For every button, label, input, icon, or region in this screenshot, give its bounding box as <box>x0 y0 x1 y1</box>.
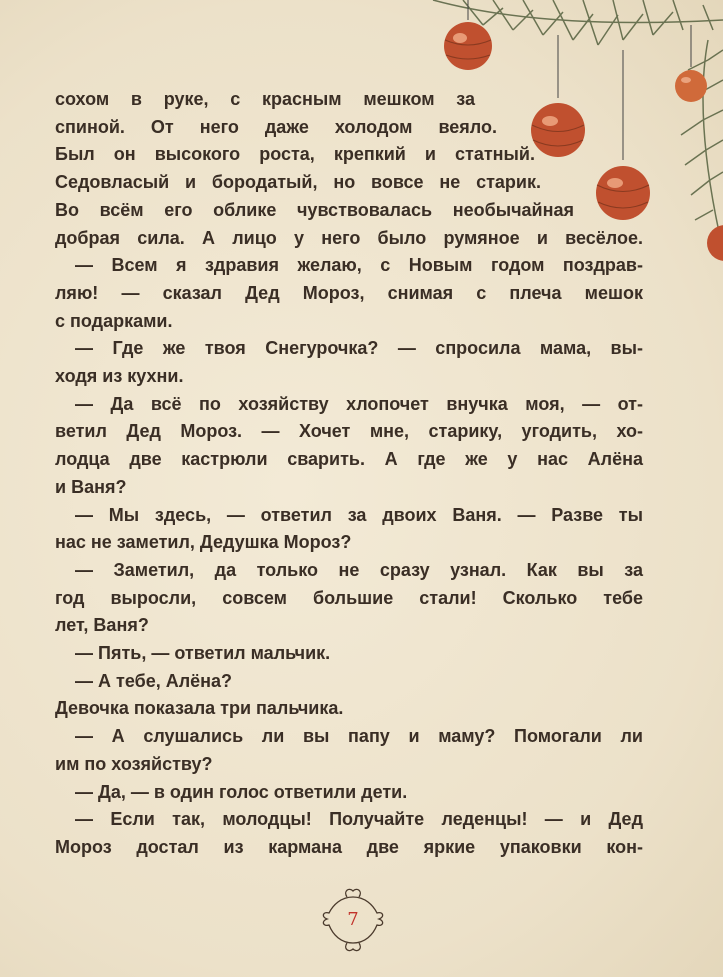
text-line: — Пять, — ответил мальчик. <box>75 643 331 664</box>
text-line: лет, Ваня? <box>55 615 149 636</box>
text-line: им по хозяйству? <box>55 753 213 774</box>
text-line: Девочка показала три пальчика. <box>55 698 344 719</box>
text-line: ходя из кухни. <box>55 366 184 387</box>
text-line: лодца две кастрюли сварить. А где же у нас Алёна <box>55 449 643 470</box>
text-line: сохом в руке, с красным мешком за <box>55 89 475 109</box>
text-line: — Да, — в один голос ответили дети. <box>75 781 408 802</box>
text-line: добрая сила. А лицо у него было румяное и весёлое. <box>55 227 643 248</box>
ornament-ball-icon <box>707 225 723 261</box>
text-line: — Заметил, да только не сразу узнал. Как вы за <box>75 559 643 580</box>
text-line: — Всем я здравия желаю, с Новым годом поздрав- <box>75 255 643 276</box>
text-line: — Где же твоя Снегурочка? — спросила мама, вы- <box>75 338 643 359</box>
text-line: Во всём его облике чувствовалась необычайная <box>55 199 574 220</box>
text-line: Был он высокого роста, крепкий и статный. <box>55 144 535 165</box>
page-number-frame <box>313 885 393 955</box>
text-line: — Мы здесь, — ответил за двоих Ваня. — Разве ты <box>75 504 643 525</box>
text-line: Мороз достал из кармана две яркие упаковки кон- <box>55 836 643 857</box>
text-line: — А слушались ли вы папу и маму? Помогали ли <box>75 726 643 747</box>
page-number: 7 <box>347 909 359 930</box>
text-line: — А тебе, Алёна? <box>75 670 233 691</box>
text-line: — Если так, молодцы! Получайте леденцы! — и Дед <box>75 809 643 830</box>
ornament-ball-icon <box>444 0 492 70</box>
text-line: ляю! — сказал Дед Мороз, снимая с плеча мешок <box>55 282 643 303</box>
text-line: нас не заметил, Дедушка Мороз? <box>55 532 352 553</box>
text-line: с подарками. <box>55 310 173 331</box>
text-line: год выросли, совсем большие стали! Сколько тебе <box>55 587 643 608</box>
story-text <box>55 86 643 862</box>
text-line: ветил Дед Мороз. — Хочет мне, старику, угодить, хо- <box>55 421 643 442</box>
text-line: — Да всё по хозяйству хлопочет внучка моя, — от- <box>75 393 643 414</box>
text-line: Седовласый и бородатый, но вовсе не старик. <box>55 172 541 193</box>
text-line: и Ваня? <box>55 476 127 497</box>
text-line: спиной. От него даже холодом веяло. <box>55 116 497 137</box>
